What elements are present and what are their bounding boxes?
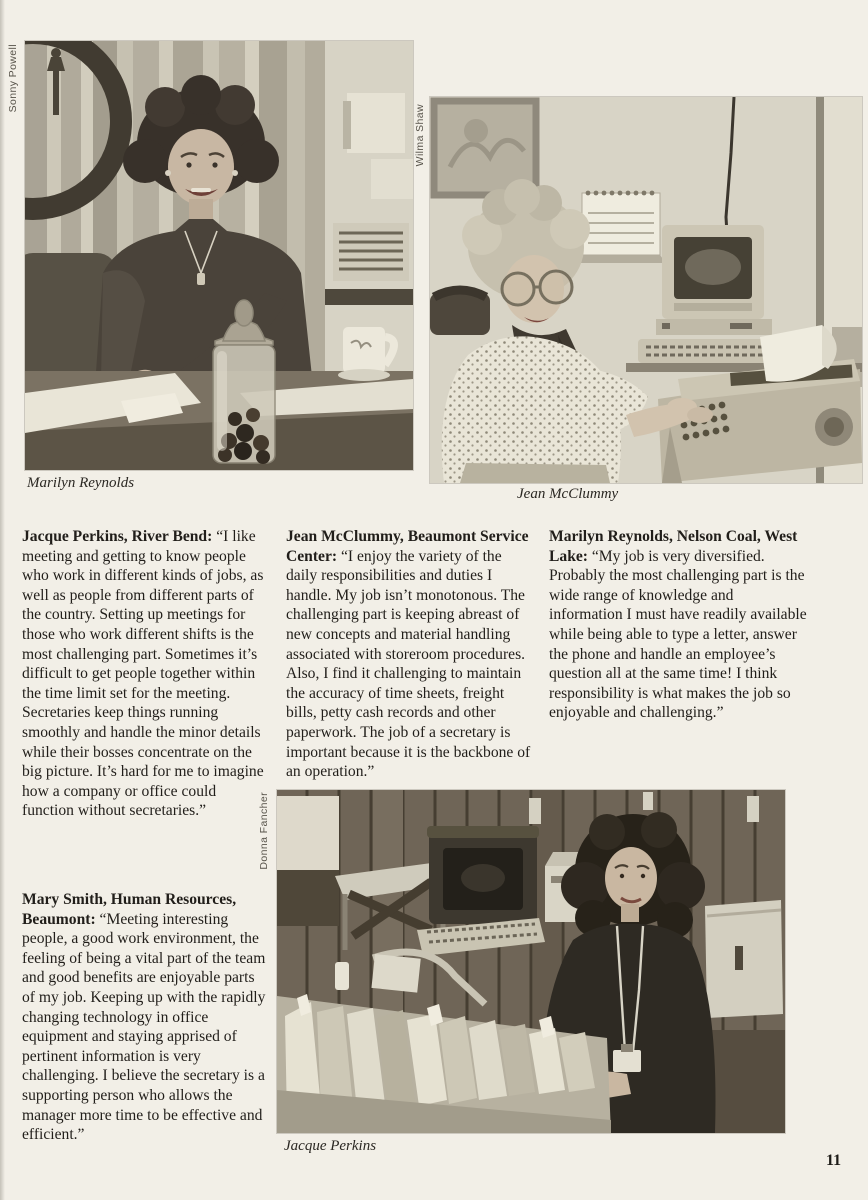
quote-mary-smith [22,890,269,1145]
photo-jacque-scene [277,790,785,1133]
quote-text-jacque: “I like meeting and getting to know people who work in different kinds of jobs, as well as people from different parts of the country. Setting up meetings for those who work different shifts is the most challenging part. Sometimes it’s difficult to get people together within the time limit set for the meeting. Secretaries keep things running smoothly and handle the minor details while their bosses concentrate on the big picture. It’s hard for me to imagine how a company or office could function without secretaries.” [22,528,264,820]
quote-attribution-marilyn: Marilyn Reynolds, Nelson Coal, West Lake: [549,528,798,565]
quote-text-mary: “Meeting interesting people, a good work environment, the feeling of being a vital part of the team and good benefits are enjoyable parts of my job. Keeping up with the rapidly changing technology in office equipment and staying apprised of pertinent information is very challenging. I believe the secretary is a supporting person who allows the manager more time to be effective and efficient.” [22,910,266,1144]
quote-attribution-jacque: Jacque Perkins, River Bend: [22,528,213,545]
quote-jacque-perkins [22,527,265,821]
caption-jacque-perkins: Jacque Perkins [284,1138,377,1154]
quote-attribution-mary: Mary Smith, Human Resources, Beaumont: [22,891,237,928]
photo-credit-donna-fancher: Donna Fancher [258,792,270,870]
photo-marilyn-reynolds [25,41,413,470]
face [605,847,657,909]
quote-marilyn-reynolds [549,527,807,723]
computer-monitor [656,225,772,335]
copier-left [277,796,339,870]
quote-text-jean: “I enjoy the variety of the daily responsibilities and duties I handle. My job isn’t monotonous. The challenging part is keeping abreast of new concepts and material handling associated with storeroom procedures. Also, I find it challenging to maintain the accuracy of time sheets, freight bills, petty cash records and other paperwork. The job of a secretary is important because it is the backbone of an operation.” [286,547,531,781]
photo-jean-scene [430,97,862,483]
photo-jacque-perkins [277,790,785,1133]
file-cabinet [705,900,783,1018]
telephone [430,290,490,335]
vent-unit [333,223,409,281]
tissue-box [371,954,420,993]
quote-jean-mcclummy [286,527,533,782]
photo-marilyn-scene [25,41,413,470]
photo-credit-sonny-powell: Sonny Powell [7,44,19,113]
page-number: 11 [826,1152,842,1169]
neck [621,904,639,922]
skirt [460,463,610,483]
caption-marilyn-reynolds: Marilyn Reynolds [27,475,135,491]
bottle [335,962,349,990]
photo-jean-mcclummy [430,97,862,483]
terminal-monitor [417,826,545,956]
quote-attribution-jean: Jean McClummy, Beaumont Service Center: [286,528,529,565]
photo-credit-wilma-shaw: Wilma Shaw [414,104,426,167]
id-badge [613,1050,641,1072]
caption-jean-mcclummy: Jean McClummy [517,486,619,502]
quote-text-marilyn: “My job is very diversified. Probably the most challenging part is the wide range of knowledge and information I must have readily available while being able to type a letter, answer the phone and handle an employee’s question all at the same time! I think responsibility is what makes the job so enjoyable and challenging.” [549,547,807,722]
